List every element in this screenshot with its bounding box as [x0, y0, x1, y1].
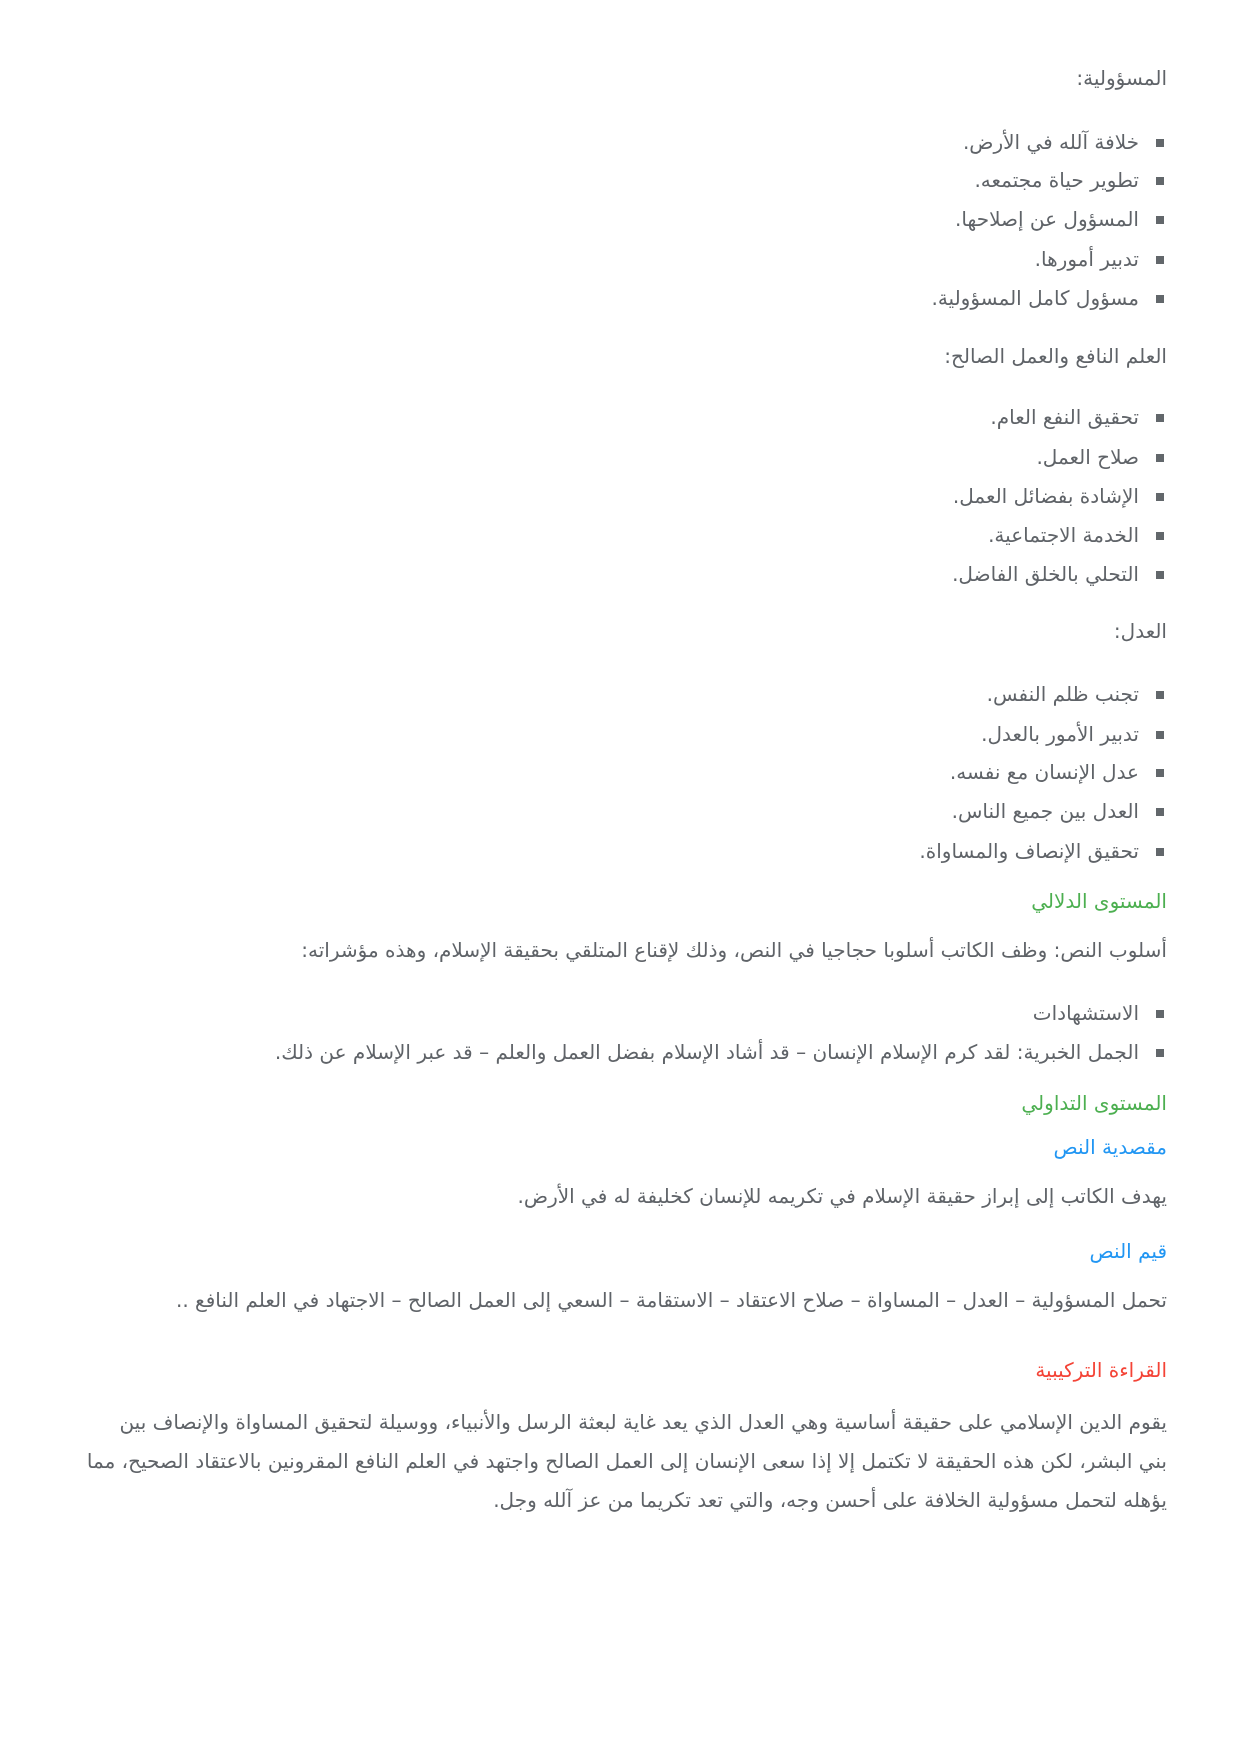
bullet-icon: [1156, 177, 1164, 185]
heading-text-intent: مقصدية النص: [1053, 1135, 1167, 1159]
paragraph-line: يقوم الدين الإسلامي على حقيقة أساسية وهي العدل الذي يعد غاية لبعثة الرسل والأنبياء، ووسيلة لتحقيق المساواة والإنصاف بين: [119, 1410, 1167, 1434]
paragraph-text-intent: يهدف الكاتب إلى إبراز حقيقة الإسلام في تكريمه للإنسان كخليفة له في الأرض.: [517, 1184, 1167, 1208]
paragraph-line: بني البشر، لكن هذه الحقيقة لا تكتمل إلا إذا سعى الإنسان إلى العمل الصالح واجتهد في العلم النافع المقرونين بالاعتقاد الصحيح، مما: [86, 1449, 1167, 1473]
bullet-icon: [1156, 769, 1164, 777]
paragraph-line: يؤهله لتحمل مسؤولية الخلافة على أحسن وجه، والتي تعد تكريما من عز آلله وجل.: [493, 1488, 1167, 1512]
list-item: الاستشهادات: [1032, 1001, 1139, 1025]
bullet-icon: [1156, 295, 1164, 303]
list-item: مسؤول كامل المسؤولية.: [931, 286, 1139, 310]
list-item: تحقيق النفع العام.: [990, 405, 1139, 429]
paragraph-text-values: تحمل المسؤولية – العدل – المساواة – صلاح الاعتقاد – الاستقامة – السعي إلى العمل الصالح – الاجتهاد في العلم النافع ..: [175, 1288, 1167, 1312]
list-item: الجمل الخبرية: لقد كرم الإسلام الإنسان – قد أشاد الإسلام بفضل العمل والعلم – قد عبر الإسلام عن ذلك.: [274, 1040, 1139, 1064]
heading-text-values: قيم النص: [1089, 1239, 1167, 1263]
bullet-icon: [1156, 216, 1164, 224]
bullet-icon: [1156, 1010, 1164, 1018]
section-heading-responsibility: المسؤولية:: [1076, 66, 1167, 90]
paragraph-text-style: أسلوب النص: وظف الكاتب أسلوبا حجاجيا في النص، وذلك لإقناع المتلقي بحقيقة الإسلام، وهذه مؤشراته:: [301, 938, 1167, 962]
list-item: المسؤول عن إصلاحها.: [955, 207, 1139, 231]
list-item: تحقيق الإنصاف والمساواة.: [919, 839, 1139, 863]
list-item: خلافة آلله في الأرض.: [962, 130, 1139, 154]
list-item: العدل بين جميع الناس.: [951, 799, 1139, 823]
list-item: عدل الإنسان مع نفسه.: [949, 760, 1139, 784]
list-item: التحلي بالخلق الفاضل.: [952, 562, 1139, 586]
list-item: تطوير حياة مجتمعه.: [974, 168, 1139, 192]
list-item: تدبير أمورها.: [1034, 247, 1139, 271]
section-heading-justice: العدل:: [1113, 619, 1167, 643]
list-item: تدبير الأمور بالعدل.: [981, 722, 1139, 746]
bullet-icon: [1156, 493, 1164, 501]
section-heading-knowledge: العلم النافع والعمل الصالح:: [944, 344, 1167, 368]
list-item: صلاح العمل.: [1036, 445, 1139, 469]
bullet-icon: [1156, 571, 1164, 579]
heading-semantic-level: المستوى الدلالي: [1031, 889, 1167, 913]
bullet-icon: [1156, 532, 1164, 540]
heading-synthesis: القراءة التركيبية: [1035, 1358, 1167, 1382]
bullet-icon: [1156, 691, 1164, 699]
bullet-icon: [1156, 731, 1164, 739]
bullet-icon: [1156, 848, 1164, 856]
bullet-icon: [1156, 1049, 1164, 1057]
bullet-icon: [1156, 808, 1164, 816]
bullet-icon: [1156, 256, 1164, 264]
heading-pragmatic-level: المستوى التداولي: [1021, 1091, 1167, 1115]
bullet-icon: [1156, 454, 1164, 462]
list-item: الخدمة الاجتماعية.: [988, 523, 1139, 547]
bullet-icon: [1156, 139, 1164, 147]
list-item: تجنب ظلم النفس.: [986, 682, 1139, 706]
bullet-icon: [1156, 414, 1164, 422]
list-item: الإشادة بفضائل العمل.: [952, 484, 1139, 508]
